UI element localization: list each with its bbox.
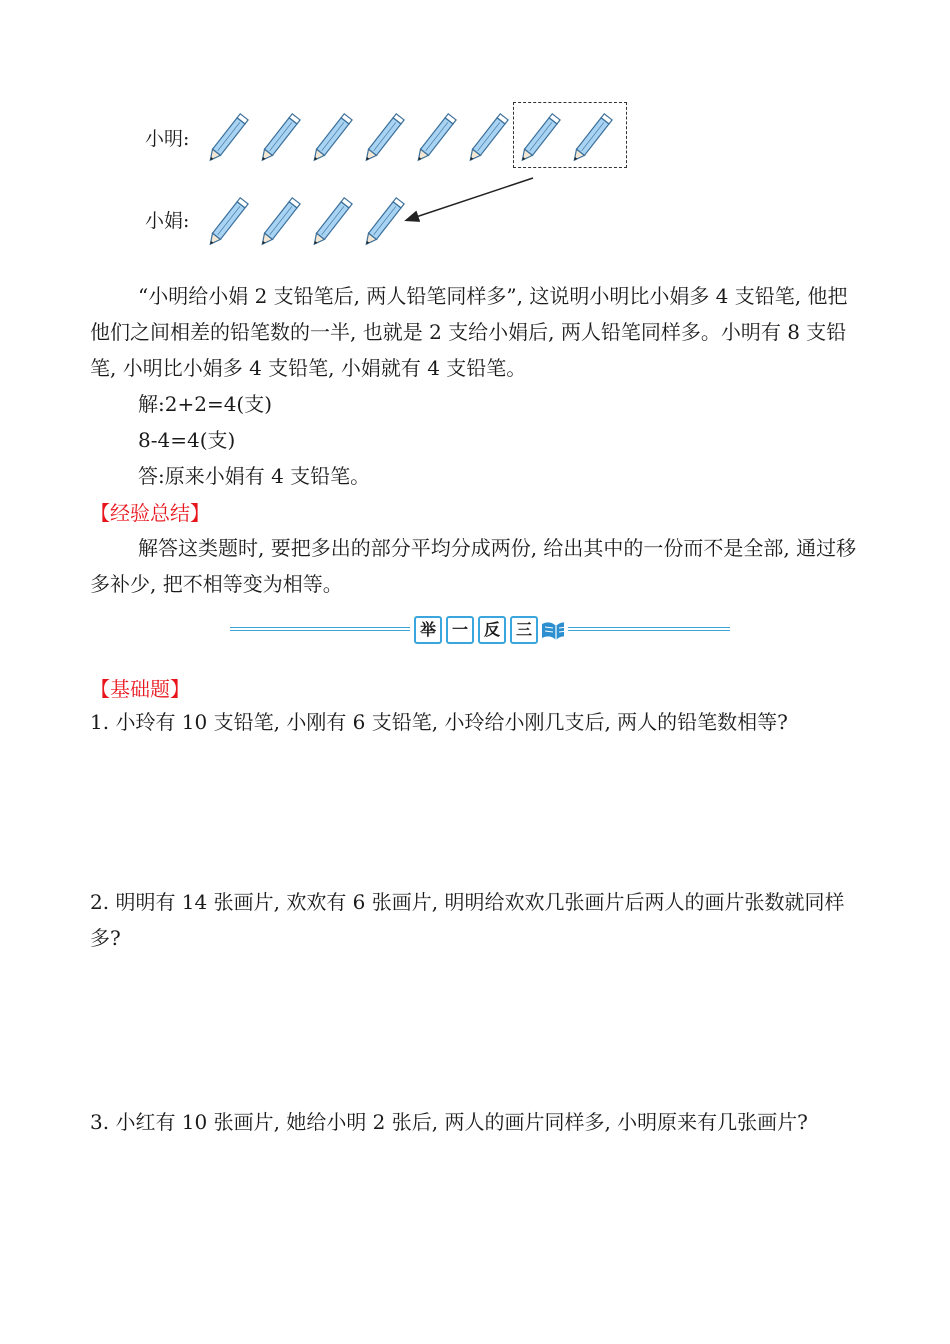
- pencil-icon: [200, 104, 260, 166]
- question-1: 1. 小玲有 10 支铅笔, 小刚有 6 支铅笔, 小玲给小刚几支后, 两人的铅笔数相等?: [90, 710, 788, 734]
- banner-char: 举: [414, 616, 442, 644]
- banner-title: [414, 616, 564, 644]
- row-label-xiaojuan: 小娟:: [145, 210, 190, 232]
- dashed-box: [513, 102, 627, 168]
- answer-line: 答:原来小娟有 4 支铅笔。: [138, 464, 371, 488]
- banner-char: 一: [446, 616, 474, 644]
- summary-text: 解答这类题时, 要把多出的部分平均分成两份, 给出其中的一份而不是全部, 通过移多补少, 把不相等变为相等。: [90, 536, 857, 596]
- summary-heading: 【经验总结】: [90, 501, 210, 525]
- question-2: 2. 明明有 14 张画片, 欢欢有 6 张画片, 明明给欢欢几张画片后两人的画片张数就同样多?: [90, 890, 845, 950]
- pencil-icon: [304, 104, 364, 166]
- pencil-icon: [460, 104, 520, 166]
- book-icon: [540, 618, 564, 642]
- explanation-paragraph: “小明给小娟 2 支铅笔后, 两人铅笔同样多”, 这说明小明比小娟多 4 支铅笔, 他把他们之间相差的铅笔数的一半, 也就是 2 支给小娟后, 两人铅笔同样多。小明有 8 支铅笔, 小明比小娟多 4 支铅笔, 小娟就有 4 支铅笔。: [90, 284, 848, 380]
- row-label-xiaoming: 小明:: [145, 128, 190, 150]
- pencil-icon: [304, 188, 364, 250]
- pencil-icon: [252, 104, 312, 166]
- banner-char: 三: [510, 616, 538, 644]
- basic-heading: 【基础题】: [90, 677, 190, 701]
- solution-step-2: 8-4=4(支): [138, 428, 236, 452]
- banner-line-right: [568, 626, 730, 632]
- pencil-icon: [252, 188, 312, 250]
- pencil-icon: [356, 104, 416, 166]
- transfer-arrow: [395, 170, 540, 230]
- solution-step-1: 解:2+2=4(支): [138, 392, 273, 416]
- question-3: 3. 小红有 10 张画片, 她给小明 2 张后, 两人的画片同样多, 小明原来有几张画片?: [90, 1110, 808, 1134]
- pencil-icon: [200, 188, 260, 250]
- banner-line-left: [230, 626, 410, 632]
- pencil-icon: [408, 104, 468, 166]
- banner-char: 反: [478, 616, 506, 644]
